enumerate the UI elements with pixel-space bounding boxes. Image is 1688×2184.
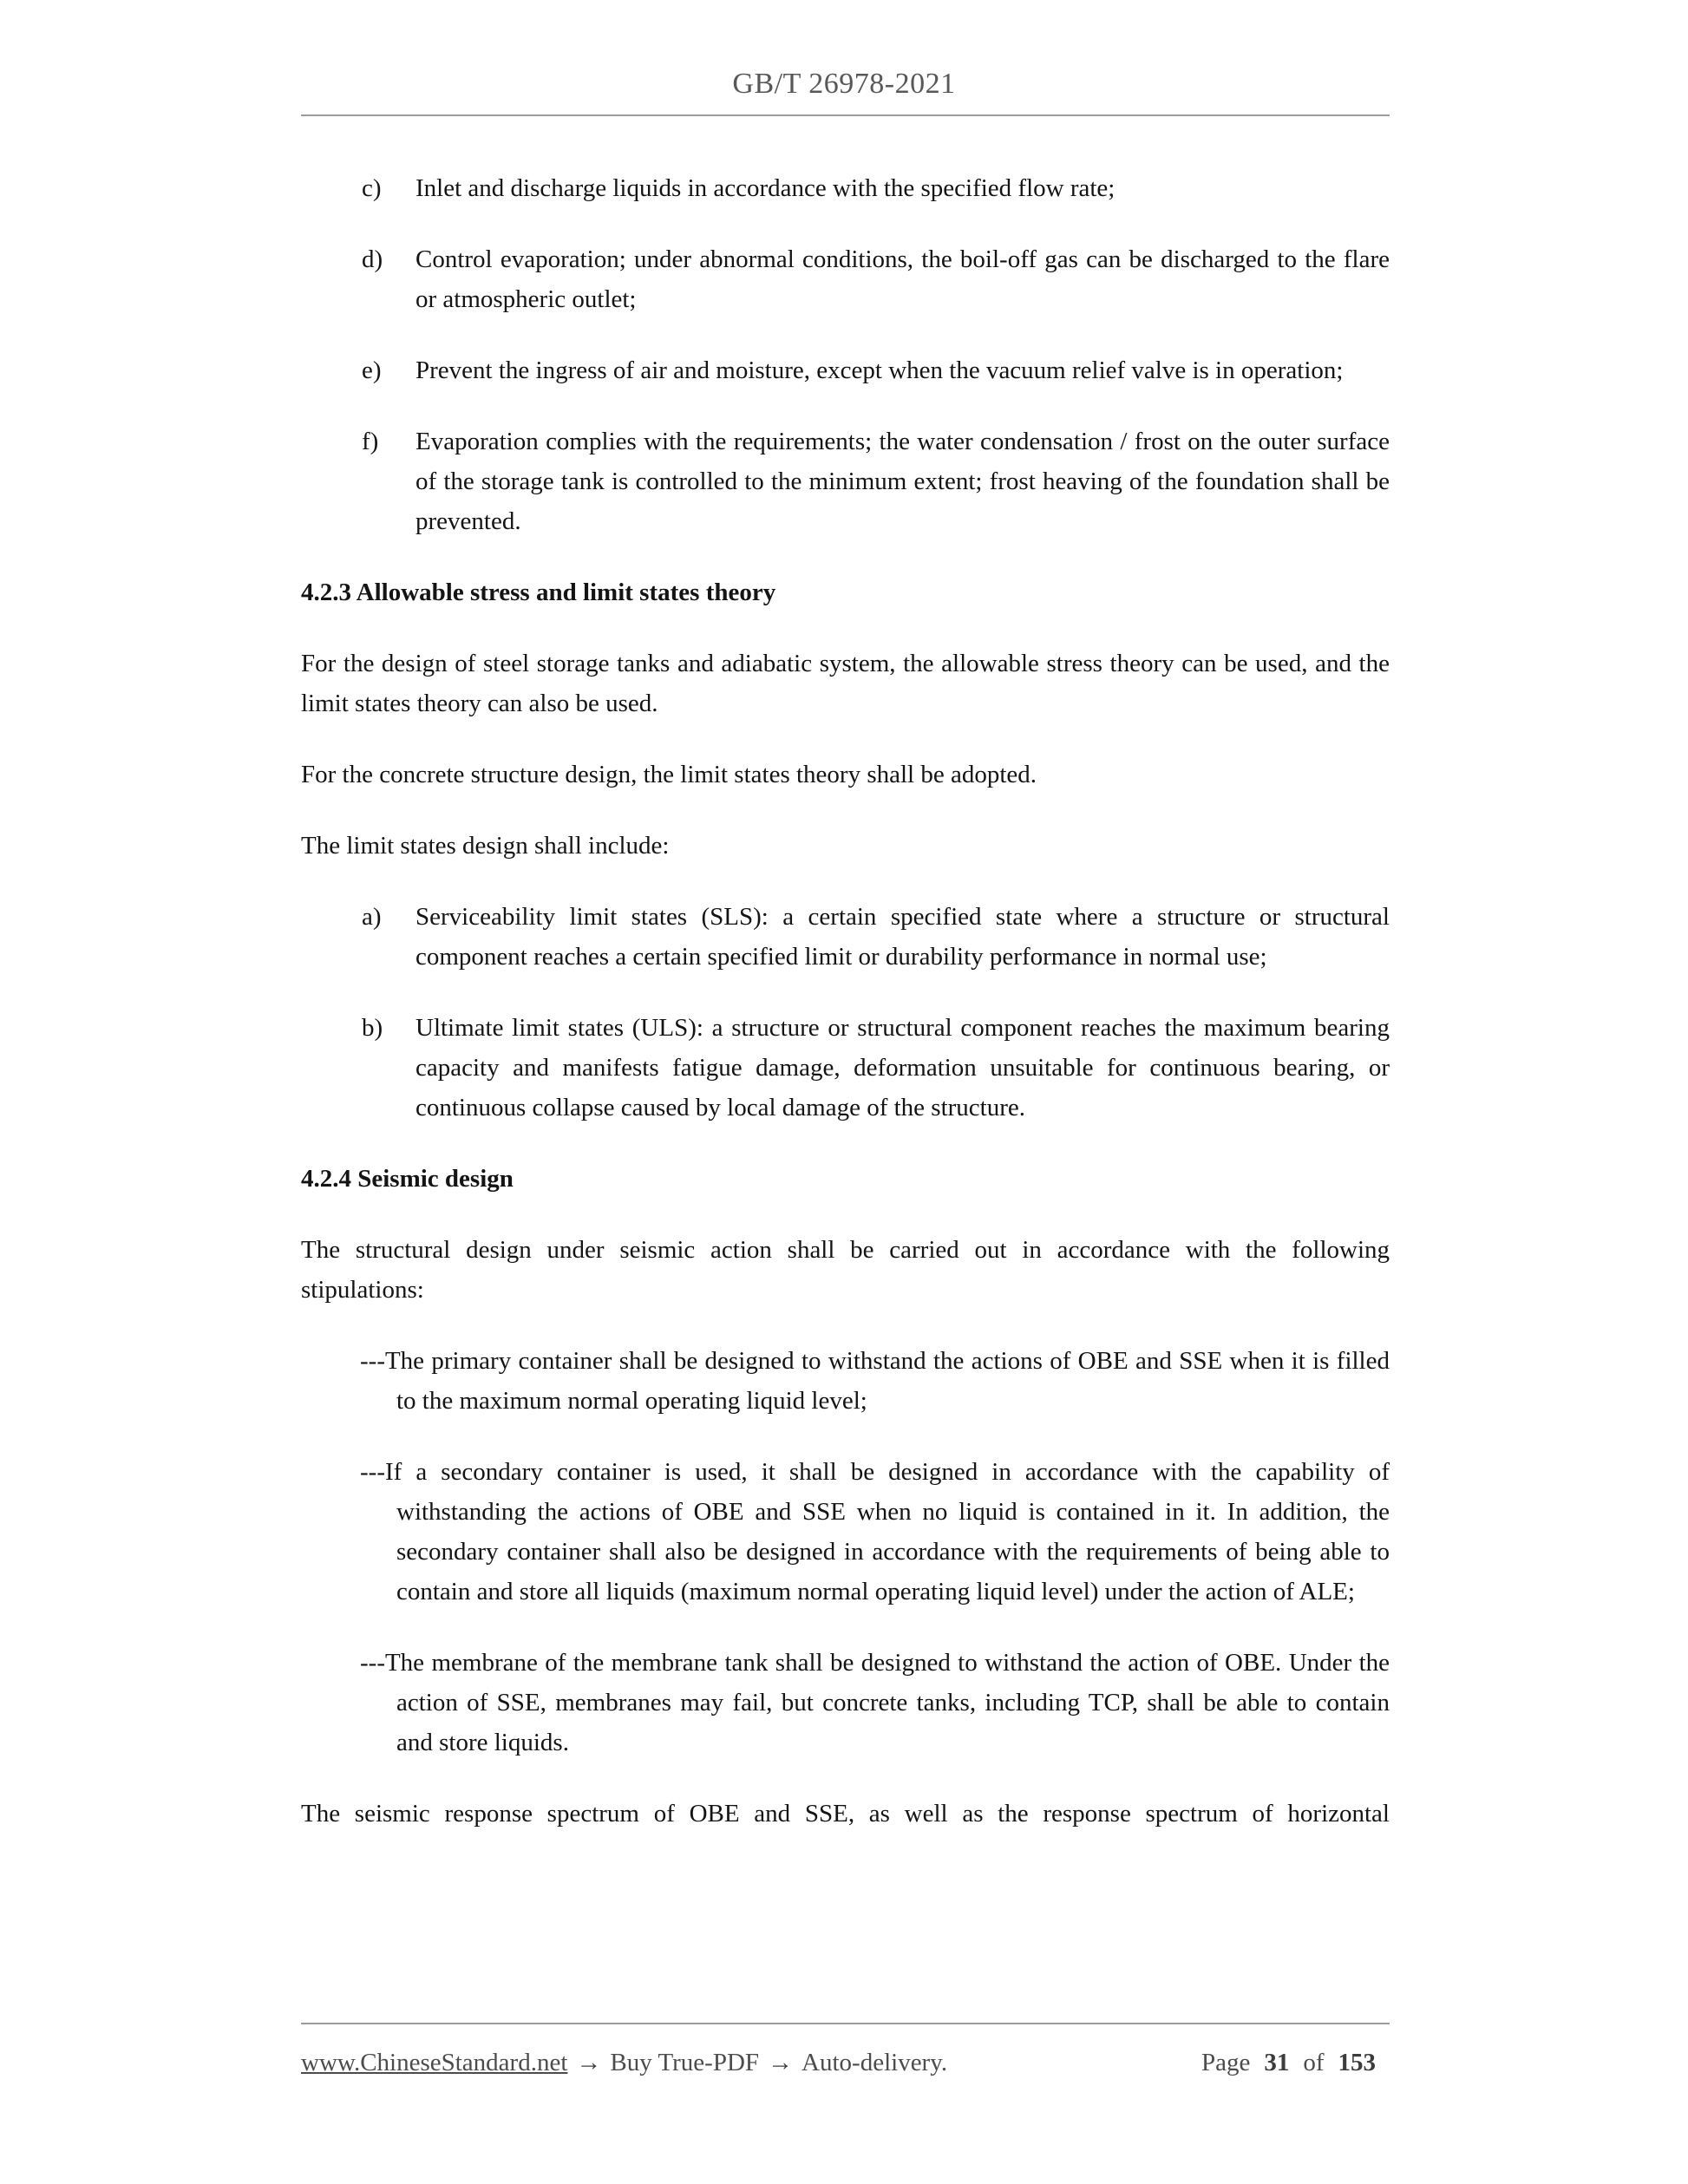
paragraph-seismic-spectrum: The seismic response spectrum of OBE and SSE, as well as the response spectrum of horizontal xyxy=(301,1800,1390,1828)
paragraph-allowable-stress-1: For the design of steel storage tanks and adiabatic system, the allowable stress theory can be used, and the limit states theory can also be used. xyxy=(301,650,1390,717)
page-indicator xyxy=(1201,2045,1390,2080)
section-heading-4-2-3: 4.2.3 Allowable stress and limit states theory xyxy=(301,579,776,606)
footer-buy-text: Buy True-PDF xyxy=(610,2049,760,2076)
standard-code-header: GB/T 26978-2021 xyxy=(732,68,956,100)
list-item-b-text: Ultimate limit states (ULS): a structure or structural component reaches the maximum bearing capacity and manifests fatigue damage, deformation unsuitable for continuous bearing, or continuous collapse caused by local damage of the structure. xyxy=(415,1014,1390,1121)
page-of-label: of xyxy=(1303,2049,1325,2076)
list-item-d-text: Control evaporation; under abnormal conditions, the boil-off gas can be discharged to the flare or atmospheric outlet; xyxy=(415,245,1390,313)
list-item-f-label: f) xyxy=(362,428,379,455)
right-arrow-icon: → xyxy=(768,2049,794,2076)
page-total: 153 xyxy=(1338,2049,1376,2076)
list-item-d xyxy=(301,239,1390,319)
right-arrow-icon: → xyxy=(576,2049,602,2076)
list-item-e-text: Prevent the ingress of air and moisture, except when the vacuum relief valve is in operation; xyxy=(415,356,1344,384)
list-item-a xyxy=(301,897,1390,977)
dash-item-secondary-container: ---If a secondary container is used, it shall be designed in accordance with the capability of withstanding the actions of OBE and SSE when no liquid is contained in it. In addition, the secondary container shall also be designed in accordance with the requirements of being able to contain and store all liquids (maximum normal operating liquid level) under the action of ALE; xyxy=(360,1458,1390,1605)
list-item-b xyxy=(301,1008,1390,1128)
footer-link[interactable]: www.ChineseStandard.net xyxy=(301,2049,568,2076)
list-item-b-label: b) xyxy=(362,1014,383,1042)
page-footer xyxy=(301,2023,1390,2080)
page-label: Page xyxy=(1201,2049,1251,2076)
list-item-a-label: a) xyxy=(362,903,382,931)
list-item-c-text: Inlet and discharge liquids in accordance with the specified flow rate; xyxy=(415,174,1116,202)
dash-item-membrane-tank: ---The membrane of the membrane tank shall be designed to withstand the action of OBE. Under the action of SSE, membranes may fail, but concrete tanks, including TCP, shall be able to contain and store liquids. xyxy=(360,1649,1390,1756)
list-item-f-text: Evaporation complies with the requirements; the water condensation / frost on the outer surface of the storage tank is controlled to the minimum extent; frost heaving of the foundation shall be prevented. xyxy=(415,428,1390,535)
document-body xyxy=(301,168,1390,1834)
paragraph-seismic-intro: The structural design under seismic action shall be carried out in accordance with the following stipulations: xyxy=(301,1236,1390,1304)
dash-item-primary-container: ---The primary container shall be designed to withstand the actions of OBE and SSE when it is filled to the maximum normal operating liquid level; xyxy=(360,1347,1390,1415)
list-item-c-label: c) xyxy=(362,174,382,202)
section-heading-4-2-4: 4.2.4 Seismic design xyxy=(301,1165,514,1193)
list-item-a-text: Serviceability limit states (SLS): a certain specified state where a structure or structural component reaches a certain specified limit or durability performance in normal use; xyxy=(415,903,1390,971)
list-item-c xyxy=(301,168,1390,208)
list-item-f xyxy=(301,422,1390,541)
footer-source-line xyxy=(301,2045,947,2080)
list-item-d-label: d) xyxy=(362,245,383,273)
list-item-e-label: e) xyxy=(362,356,382,384)
list-item-e xyxy=(301,350,1390,390)
footer-delivery-text: Auto-delivery. xyxy=(801,2049,948,2076)
paragraph-limit-states-intro: The limit states design shall include: xyxy=(301,832,670,860)
paragraph-allowable-stress-2: For the concrete structure design, the limit states theory shall be adopted. xyxy=(301,761,1037,788)
header-rule xyxy=(301,114,1390,116)
page-current: 31 xyxy=(1264,2049,1290,2076)
